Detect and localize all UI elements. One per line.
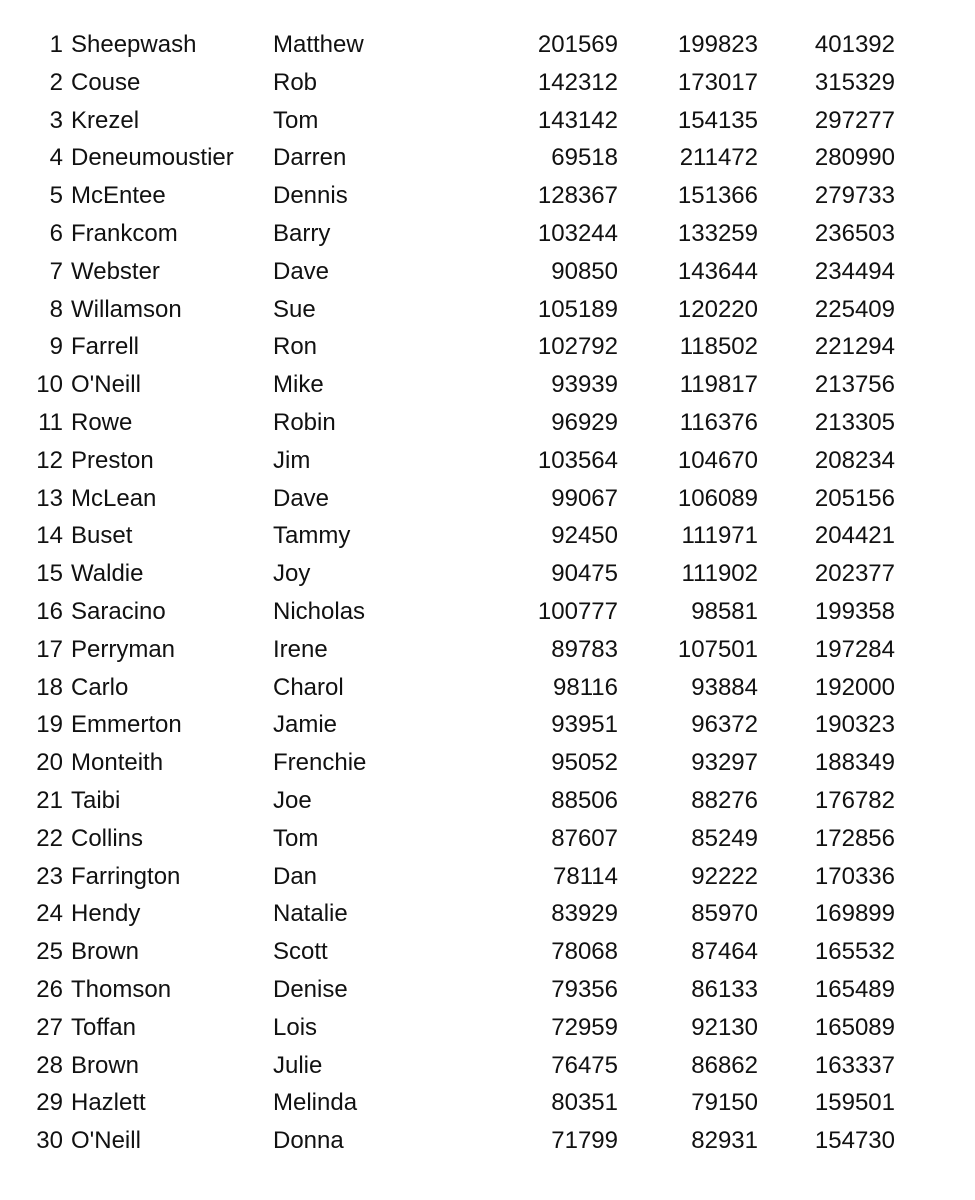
total-cell: 172856 <box>814 824 895 852</box>
table-row <box>0 139 975 177</box>
last-name-cell: Hazlett <box>71 1089 146 1117</box>
score-2-cell: 119817 <box>679 371 758 399</box>
table-row <box>0 517 975 555</box>
total-cell: 169899 <box>814 900 895 928</box>
total-cell: 297277 <box>814 106 895 134</box>
first-name-cell: Melinda <box>273 1089 358 1117</box>
rank-cell: 9 <box>49 333 63 361</box>
table-row <box>0 669 975 707</box>
table-row <box>0 820 975 858</box>
total-cell: 280990 <box>814 144 895 172</box>
rank-cell: 17 <box>36 635 63 663</box>
last-name-cell: Thomson <box>71 975 172 1003</box>
score-1-cell: 89783 <box>551 635 618 663</box>
last-name-cell: Taibi <box>71 786 121 814</box>
rank-cell: 27 <box>36 1013 63 1041</box>
total-cell: 236503 <box>814 219 895 247</box>
score-1-cell: 93951 <box>551 711 618 739</box>
score-2-cell: 85970 <box>691 900 758 928</box>
score-2-cell: 92222 <box>691 862 758 890</box>
first-name-cell: Denise <box>273 975 348 1003</box>
score-2-cell: 86862 <box>691 1051 758 1079</box>
table-row <box>0 442 975 480</box>
first-name-cell: Frenchie <box>273 749 367 777</box>
score-1-cell: 142312 <box>537 68 618 96</box>
last-name-cell: O'Neill <box>71 1127 141 1155</box>
score-1-cell: 69518 <box>551 144 618 172</box>
rank-cell: 15 <box>36 560 63 588</box>
rank-cell: 24 <box>36 900 63 928</box>
score-2-cell: 86133 <box>691 975 758 1003</box>
total-cell: 154730 <box>814 1127 895 1155</box>
table-row <box>0 253 975 291</box>
last-name-cell: Hendy <box>71 900 141 928</box>
last-name-cell: Emmerton <box>71 711 182 739</box>
last-name-cell: Rowe <box>71 408 133 436</box>
total-cell: 192000 <box>814 673 895 701</box>
rank-cell: 25 <box>36 938 63 966</box>
score-1-cell: 201569 <box>537 31 618 58</box>
score-1-cell: 72959 <box>551 1013 618 1041</box>
score-1-cell: 92450 <box>551 522 618 550</box>
rank-cell: 28 <box>36 1051 63 1079</box>
score-2-cell: 111971 <box>681 522 758 550</box>
table-row <box>0 102 975 140</box>
first-name-cell: Sue <box>273 295 316 323</box>
score-1-cell: 79356 <box>551 975 618 1003</box>
rank-cell: 21 <box>36 786 63 814</box>
last-name-cell: Deneumoustier <box>71 144 234 172</box>
score-1-cell: 143142 <box>537 106 618 134</box>
table-row <box>0 1084 975 1122</box>
score-1-cell: 80351 <box>551 1089 618 1117</box>
score-2-cell: 143644 <box>677 257 758 285</box>
total-cell: 315329 <box>814 68 895 96</box>
score-1-cell: 87607 <box>551 824 618 852</box>
last-name-cell: Webster <box>71 257 160 285</box>
score-2-cell: 133259 <box>677 219 758 247</box>
score-1-cell: 103244 <box>537 219 618 247</box>
score-1-cell: 95052 <box>551 749 618 777</box>
first-name-cell: Tammy <box>273 522 351 550</box>
score-2-cell: 93297 <box>691 749 758 777</box>
first-name-cell: Tom <box>273 824 319 852</box>
total-cell: 159501 <box>814 1089 895 1117</box>
first-name-cell: Dave <box>273 257 330 285</box>
first-name-cell: Julie <box>273 1051 323 1079</box>
table-row <box>0 366 975 404</box>
total-cell: 190323 <box>814 711 895 739</box>
score-2-cell: 82931 <box>691 1127 758 1155</box>
rank-cell: 12 <box>36 446 63 474</box>
first-name-cell: Robin <box>273 408 336 436</box>
score-2-cell: 211472 <box>679 144 758 172</box>
score-1-cell: 99067 <box>551 484 618 512</box>
first-name-cell: Dave <box>273 484 330 512</box>
last-name-cell: Preston <box>71 446 154 474</box>
rank-cell: 23 <box>36 862 63 890</box>
last-name-cell: McLean <box>71 484 157 512</box>
table-row <box>0 895 975 933</box>
total-cell: 188349 <box>814 749 895 777</box>
first-name-cell: Ron <box>273 333 318 361</box>
last-name-cell: Collins <box>71 824 144 852</box>
score-2-cell: 111902 <box>681 560 758 588</box>
last-name-cell: Willamson <box>71 295 182 323</box>
last-name-cell: Brown <box>71 938 140 966</box>
first-name-cell: Tom <box>273 106 319 134</box>
rank-cell: 6 <box>49 219 63 247</box>
total-cell: 165089 <box>814 1013 895 1041</box>
table-row <box>0 215 975 253</box>
last-name-cell: Carlo <box>71 673 129 701</box>
first-name-cell: Charol <box>273 673 344 701</box>
total-cell: 165532 <box>814 938 895 966</box>
last-name-cell: O'Neill <box>71 371 141 399</box>
score-2-cell: 92130 <box>691 1013 758 1041</box>
table-row <box>0 1047 975 1085</box>
score-2-cell: 106089 <box>677 484 758 512</box>
last-name-cell: Monteith <box>71 749 164 777</box>
first-name-cell: Dennis <box>273 182 348 210</box>
last-name-cell: Toffan <box>71 1013 136 1041</box>
table-row <box>0 480 975 518</box>
first-name-cell: Lois <box>273 1013 318 1041</box>
table-row <box>0 593 975 631</box>
first-name-cell: Nicholas <box>273 597 366 625</box>
last-name-cell: Saracino <box>71 597 166 625</box>
rank-cell: 3 <box>49 106 63 134</box>
rank-cell: 4 <box>49 144 63 172</box>
score-1-cell: 103564 <box>537 446 618 474</box>
score-2-cell: 93884 <box>691 673 758 701</box>
first-name-cell: Matthew <box>273 31 364 58</box>
first-name-cell: Jim <box>273 446 311 474</box>
score-2-cell: 98581 <box>691 597 758 625</box>
score-1-cell: 78114 <box>553 862 618 890</box>
last-name-cell: McEntee <box>71 182 166 210</box>
score-1-cell: 100777 <box>537 597 618 625</box>
table-row <box>0 404 975 442</box>
total-cell: 221294 <box>814 333 895 361</box>
last-name-cell: Krezel <box>71 106 140 134</box>
rank-cell: 2 <box>49 68 63 96</box>
rank-cell: 19 <box>36 711 63 739</box>
rank-cell: 11 <box>38 408 63 436</box>
total-cell: 213756 <box>814 371 895 399</box>
table-row <box>0 706 975 744</box>
score-1-cell: 96929 <box>551 408 618 436</box>
score-1-cell: 83929 <box>551 900 618 928</box>
table-row <box>0 744 975 782</box>
table-row <box>0 933 975 971</box>
table-row <box>0 782 975 820</box>
table-row <box>0 64 975 102</box>
score-1-cell: 98116 <box>553 673 618 701</box>
first-name-cell: Donna <box>273 1127 344 1155</box>
total-cell: 197284 <box>814 635 895 663</box>
total-cell: 205156 <box>814 484 895 512</box>
total-cell: 279733 <box>814 182 895 210</box>
last-name-cell: Farrington <box>71 862 181 890</box>
total-cell: 202377 <box>814 560 895 588</box>
total-cell: 165489 <box>814 975 895 1003</box>
score-2-cell: 96372 <box>691 711 758 739</box>
total-cell: 208234 <box>814 446 895 474</box>
score-2-cell: 87464 <box>691 938 758 966</box>
rank-cell: 13 <box>36 484 63 512</box>
last-name-cell: Farrell <box>71 333 140 361</box>
rank-cell: 22 <box>36 824 63 852</box>
first-name-cell: Rob <box>273 68 318 96</box>
table-row <box>0 1009 975 1047</box>
score-1-cell: 76475 <box>551 1051 618 1079</box>
score-2-cell: 118502 <box>679 333 758 361</box>
rank-cell: 14 <box>36 522 63 550</box>
score-1-cell: 71799 <box>551 1127 618 1155</box>
score-2-cell: 79150 <box>691 1089 758 1117</box>
score-1-cell: 90850 <box>551 257 618 285</box>
first-name-cell: Natalie <box>273 900 348 928</box>
table-row <box>0 858 975 896</box>
table-row <box>0 291 975 329</box>
first-name-cell: Joe <box>273 786 312 814</box>
rank-cell: 16 <box>36 597 63 625</box>
score-1-cell: 78068 <box>551 938 618 966</box>
last-name-cell: Perryman <box>71 635 176 663</box>
total-cell: 204421 <box>814 522 895 550</box>
rank-cell: 5 <box>49 182 63 210</box>
total-cell: 234494 <box>814 257 895 285</box>
total-cell: 176782 <box>814 786 895 814</box>
table-row <box>0 631 975 669</box>
score-2-cell: 154135 <box>677 106 758 134</box>
rank-cell: 8 <box>49 295 63 323</box>
total-cell: 225409 <box>814 295 895 323</box>
first-name-cell: Jamie <box>273 711 338 739</box>
score-1-cell: 105189 <box>537 295 618 323</box>
rank-cell: 29 <box>36 1089 63 1117</box>
score-2-cell: 104670 <box>677 446 758 474</box>
standings-table <box>0 26 975 1160</box>
score-1-cell: 128367 <box>537 182 618 210</box>
total-cell: 199358 <box>814 597 895 625</box>
rank-cell: 1 <box>49 31 63 58</box>
score-2-cell: 88276 <box>691 786 758 814</box>
table-row <box>0 1122 975 1160</box>
first-name-cell: Dan <box>273 862 318 890</box>
score-2-cell: 199823 <box>677 31 758 58</box>
score-1-cell: 93939 <box>551 371 618 399</box>
last-name-cell: Couse <box>71 68 141 96</box>
rank-cell: 7 <box>49 257 63 285</box>
last-name-cell: Brown <box>71 1051 140 1079</box>
first-name-cell: Barry <box>273 219 331 247</box>
table-row <box>0 26 975 64</box>
rank-cell: 20 <box>36 749 63 777</box>
first-name-cell: Scott <box>273 938 328 966</box>
last-name-cell: Frankcom <box>71 219 178 247</box>
first-name-cell: Irene <box>273 635 328 663</box>
score-2-cell: 173017 <box>677 68 758 96</box>
first-name-cell: Joy <box>273 560 311 588</box>
last-name-cell: Waldie <box>71 560 144 588</box>
last-name-cell: Buset <box>71 522 133 550</box>
score-2-cell: 85249 <box>691 824 758 852</box>
table-row <box>0 971 975 1009</box>
table-row <box>0 177 975 215</box>
table-row <box>0 555 975 593</box>
table-row <box>0 328 975 366</box>
total-cell: 213305 <box>814 408 895 436</box>
score-2-cell: 120220 <box>677 295 758 323</box>
score-2-cell: 116376 <box>679 408 758 436</box>
first-name-cell: Darren <box>273 144 347 172</box>
total-cell: 401392 <box>814 31 895 58</box>
total-cell: 163337 <box>814 1051 895 1079</box>
score-2-cell: 151366 <box>677 182 758 210</box>
score-1-cell: 88506 <box>551 786 618 814</box>
score-2-cell: 107501 <box>677 635 758 663</box>
rank-cell: 10 <box>36 371 63 399</box>
score-1-cell: 90475 <box>551 560 618 588</box>
last-name-cell: Sheepwash <box>71 31 197 58</box>
rank-cell: 26 <box>36 975 63 1003</box>
score-1-cell: 102792 <box>537 333 618 361</box>
total-cell: 170336 <box>814 862 895 890</box>
rank-cell: 18 <box>36 673 63 701</box>
first-name-cell: Mike <box>273 371 324 399</box>
rank-cell: 30 <box>36 1127 63 1155</box>
